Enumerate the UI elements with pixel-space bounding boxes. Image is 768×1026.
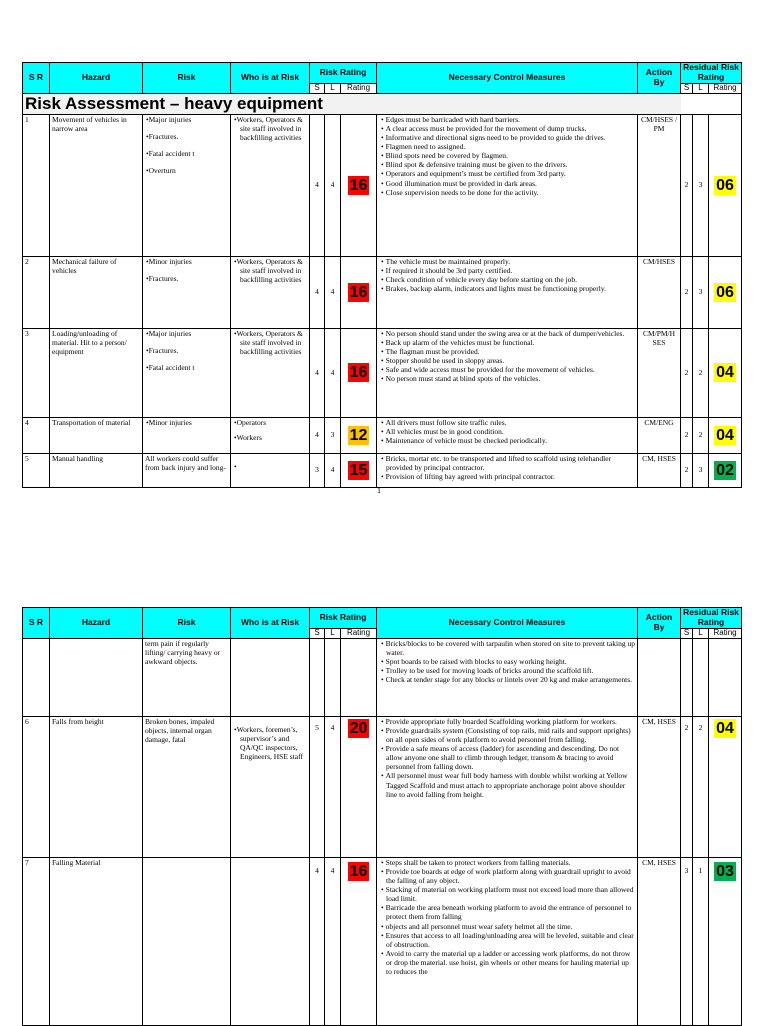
sr-cell: 5: [23, 453, 50, 487]
header-action-by: Action By: [638, 608, 681, 639]
hazard-cell: Loading/unloading of material. Hit to a person/ equipment: [50, 328, 143, 417]
table-row: [23, 716, 742, 857]
sr-cell: 3: [23, 328, 50, 417]
risk-table-1: [22, 62, 742, 488]
header-sr: S R: [23, 63, 50, 94]
control-item: • Brakes, backup alarm, indicators and lights must be functioning properly.: [379, 284, 635, 293]
header-row: [23, 608, 742, 629]
rating-badge: 16: [349, 176, 368, 194]
controls-cell: [377, 453, 638, 487]
header-risk: Risk: [143, 63, 231, 94]
residual-l-cell: 2: [693, 716, 709, 857]
header-s: S: [310, 83, 325, 93]
control-item: • Stacking of material on working platform must not exceed load more than allowed load limit.: [379, 885, 635, 903]
header-hazard: Hazard: [50, 608, 143, 639]
control-item: • Bricks/blocks to be covered with tarpaulin when stored on site to prevent taking up water.: [379, 639, 635, 657]
control-item: • A clear access must be provided for the movement of dump trucks.: [379, 124, 635, 133]
control-item: • Good illumination must be provided in dark areas.: [379, 179, 635, 188]
control-item: • All vehicles must be in good condition.: [379, 427, 635, 436]
who-cell: • Workers, Operators & site staff involved in backfilling activities: [231, 328, 310, 417]
residual-s-cell: 2: [681, 328, 693, 417]
control-item: • Blind spots need be covered by flagmen.: [379, 151, 635, 160]
residual-l-cell: 2: [693, 328, 709, 417]
residual-rating-badge: 04: [716, 719, 734, 737]
header-sr: S R: [23, 608, 50, 639]
residual-rating-badge: 06: [716, 283, 734, 301]
header-residual-s: S: [681, 83, 693, 93]
likelihood-cell: 4: [325, 114, 341, 256]
control-item: • Provide appropriate fully boarded Scaffolding working platform for workers.: [379, 717, 635, 726]
risk-cell: • Major injuries • Fractures. • Fatal accident t: [143, 328, 231, 417]
controls-cell: [377, 417, 638, 453]
header-risk: Risk: [143, 608, 231, 639]
control-item: • Steps shall be taken to protect workers from falling materials.: [379, 858, 635, 867]
residual-l-cell: 2: [693, 417, 709, 453]
residual-rating-cell: [709, 716, 742, 857]
rating-cell: [341, 857, 377, 1025]
hazard-cell: Movement of vehicles in narrow area: [50, 114, 143, 256]
risk-cell: • Major injuries • Fractures. • Fatal accident t • Overturn: [143, 114, 231, 256]
table-row: [23, 638, 742, 716]
who-cell: • Workers, foremen’s, supervisor’s and QA/QC inspectors, Engineers, HSE staff: [231, 716, 310, 857]
action-cell: CM/ENG: [638, 417, 681, 453]
rating-badge: 16: [349, 862, 368, 880]
control-item: • Provide guardrails system (Consisting of top rails, mid rails and support uprights) on all open sides of work platform to avoid personnel from falling.: [379, 726, 635, 744]
control-item: • objects and all personnel must wear safety helmet all the time.: [379, 922, 635, 931]
table-row: [23, 256, 742, 328]
header-l: L: [325, 83, 341, 93]
control-item: • Spot boards to be raised with blocks to easy working height.: [379, 657, 635, 666]
who-cell: • Workers, Operators & site staff involved in backfilling activities: [231, 114, 310, 256]
rating-badge: 12: [349, 426, 368, 444]
header-residual-rating: Rating: [709, 628, 742, 638]
assessment-page-2: [22, 607, 741, 1026]
rating-cell: [341, 114, 377, 256]
who-cell: • Operators • Workers: [231, 417, 310, 453]
hazard-cell: Transportation of material: [50, 417, 143, 453]
risk-cell: • Minor injuries • Fractures.: [143, 256, 231, 328]
residual-s-cell: 3: [681, 857, 693, 1025]
control-item: • Informative and directional signs need to be provided to guide the drives.: [379, 133, 635, 142]
control-item: • If required it should be 3rd party certified.: [379, 266, 635, 275]
header-controls: Necessary Control Measures: [377, 63, 638, 94]
residual-rating-cell: [709, 453, 742, 487]
who-cell: [231, 857, 310, 1025]
risk-cell: [143, 857, 231, 1025]
controls-cell: [377, 716, 638, 857]
rating-cell: [341, 417, 377, 453]
sr-cell: 6: [23, 716, 50, 857]
residual-rating-cell: [709, 114, 742, 256]
rating-cell: [341, 328, 377, 417]
header-residual-l: L: [693, 628, 709, 638]
likelihood-cell: 4: [325, 256, 341, 328]
control-item: • Operators and equipment’s must be certified from 3rd party.: [379, 169, 635, 178]
controls-cell: [377, 857, 638, 1025]
severity-cell: 3: [310, 453, 325, 487]
residual-l-cell: 1: [693, 857, 709, 1025]
hazard-cell: Mechanical failure of vehicles: [50, 256, 143, 328]
control-item: • Avoid to carry the material up a ladder or accessing work platforms, do not throw or drop the material. use hoist, gin wheels or other means for hauling material up to reduces the: [379, 949, 635, 976]
header-controls: Necessary Control Measures: [377, 608, 638, 639]
control-item: • All drivers must follow site traffic rules.: [379, 418, 635, 427]
severity-cell: 4: [310, 114, 325, 256]
likelihood-cell: 4: [325, 453, 341, 487]
likelihood-cell: 4: [325, 857, 341, 1025]
likelihood-cell: 4: [325, 328, 341, 417]
action-cell: CM, HSES: [638, 453, 681, 487]
severity-cell: 4: [310, 328, 325, 417]
action-cell: CM/HSES: [638, 256, 681, 328]
residual-s-cell: 2: [681, 256, 693, 328]
header-rating: Rating: [341, 628, 377, 638]
rating-cell: [341, 453, 377, 487]
table-row: [23, 453, 742, 487]
control-item: • Provide a safe means of access (ladder) for ascending and descending. Do not allow anyone one shall to climb through ledger, transom & bracing to avoid personnel from falling down.: [379, 744, 635, 771]
header-rating: Rating: [341, 83, 377, 93]
residual-s-cell: 2: [681, 114, 693, 256]
control-item: • Blind spot & defensive training must be given to the drivers.: [379, 160, 635, 169]
header-residual-s: S: [681, 628, 693, 638]
risk-cell: • Minor injuries: [143, 417, 231, 453]
severity-cell: 4: [310, 857, 325, 1025]
residual-rating-badge: 04: [716, 426, 734, 444]
control-item: • Provision of lifting bay agreed with principal contractor.: [379, 472, 635, 481]
control-item: • All personnel must wear full body harness with double whilst working at Yellow Tagged Scaffold and must attach to appropriate anchorage point above shoulder line to avoid falling from height.: [379, 771, 635, 798]
residual-l-cell: 3: [693, 256, 709, 328]
assessment-page-1: [22, 62, 741, 488]
likelihood-cell: 3: [325, 417, 341, 453]
control-item: • Back up alarm of the vehicles must be functional.: [379, 338, 635, 347]
risk-cell: All workers could suffer from back injury and long-: [143, 453, 231, 487]
rating-cell: [341, 716, 377, 857]
severity-cell: 5: [310, 716, 325, 857]
residual-s-cell: 2: [681, 417, 693, 453]
severity-cell: 4: [310, 256, 325, 328]
header-risk-rating: Risk Rating: [310, 608, 377, 629]
control-item: • Flagmen need to assigned.: [379, 142, 635, 151]
header-residual-rating: Rating: [709, 83, 742, 93]
control-item: • Close supervision needs to be done for the activity.: [379, 188, 635, 197]
likelihood-cell: 4: [325, 716, 341, 857]
header-residual: Residual Risk Rating: [681, 63, 742, 84]
risk-cell: Broken bones, impaled objects, internal organ damage, fatal: [143, 716, 231, 857]
control-item: • Check condition of vehicle every day before starting on the job.: [379, 275, 635, 284]
controls-cell: [377, 114, 638, 256]
header-s: S: [310, 628, 325, 638]
header-row: [23, 63, 742, 84]
header-who: Who is at Risk: [231, 63, 310, 94]
residual-rating-cell: [709, 328, 742, 417]
sr-cell: 1: [23, 114, 50, 256]
control-item: • Edges must be barricaded with hard barriers.: [379, 115, 635, 124]
title-row: [23, 93, 742, 114]
action-cell: CM/PM/H SES: [638, 328, 681, 417]
hazard-cell: Falls from height: [50, 716, 143, 857]
table-row: [23, 417, 742, 453]
control-item: • Provide toe boards at edge of work platform along with guardrail upright to avoid the falling of any object.: [379, 867, 635, 885]
residual-rating-badge: 06: [716, 176, 734, 194]
residual-rating-cell: [709, 857, 742, 1025]
hazard-cell: Falling Material: [50, 857, 143, 1025]
table-row: [23, 114, 742, 256]
action-cell: CM/HSES / PM: [638, 114, 681, 256]
header-who: Who is at Risk: [231, 608, 310, 639]
hazard-cell: [50, 638, 143, 716]
residual-rating-badge: 04: [716, 364, 734, 382]
residual-rating-cell: [709, 256, 742, 328]
control-item: • Stopper should be used in sloppy areas.: [379, 356, 635, 365]
who-cell: [231, 638, 310, 716]
action-cell: CM, HSES: [638, 857, 681, 1025]
controls-cell: [377, 328, 638, 417]
header-residual-l: L: [693, 83, 709, 93]
control-item: • Trolley to be used for moving loads of bricks around the scaffold lift.: [379, 666, 635, 675]
action-cell: CM, HSES: [638, 716, 681, 857]
rating-badge: 16: [349, 364, 368, 382]
control-item: • Ensures that access to all loading/unloading area will be leveled, suitable and clear of obstruction.: [379, 931, 635, 949]
rating-cell: [341, 256, 377, 328]
risk-cell: term pain if regularly lifting/ carrying heavy or awkward objects.: [143, 638, 231, 716]
control-item: • No person must stand at blind spots of the vehicles.: [379, 374, 635, 383]
control-item: • Bricks, mortar etc. to be transported and lifted to scaffold using telehandler provided by principal contractor.: [379, 454, 635, 472]
sr-cell: 4: [23, 417, 50, 453]
control-item: • Safe and wide access must be provided for the movement of vehicles.: [379, 365, 635, 374]
who-cell: [231, 453, 310, 487]
header-residual: Residual Risk Rating: [681, 608, 742, 629]
sr-cell: 2: [23, 256, 50, 328]
header-risk-rating: Risk Rating: [310, 63, 377, 84]
controls-cell: [377, 256, 638, 328]
risk-table-2: [22, 607, 742, 1026]
control-item: • No person should stand under the swing area or at the back of dumper/vehicles.: [379, 329, 635, 338]
residual-l-cell: 3: [693, 453, 709, 487]
document-title: Risk Assessment – heavy equipment: [25, 93, 323, 113]
control-item: • Maintenance of vehicle must be checked periodically.: [379, 436, 635, 445]
control-item: • The vehicle must be maintained properly.: [379, 257, 635, 266]
control-item: • Check at tender stage for any blocks or lintels over 20 kg and make arrangements.: [379, 675, 635, 684]
sr-cell: 7: [23, 857, 50, 1025]
who-cell: • Workers, Operators & site staff involved in backfilling activities: [231, 256, 310, 328]
header-action-by: Action By: [638, 63, 681, 94]
table-row: [23, 857, 742, 1025]
control-item: • The flagman must be provided.: [379, 347, 635, 356]
rating-badge: 20: [349, 719, 368, 737]
residual-rating-cell: [709, 417, 742, 453]
hazard-cell: Manual handling: [50, 453, 143, 487]
sr-cell: [23, 638, 50, 716]
residual-s-cell: 2: [681, 716, 693, 857]
residual-rating-badge: 03: [716, 862, 734, 880]
controls-cell: [377, 638, 638, 716]
header-l: L: [325, 628, 341, 638]
rating-badge: 16: [349, 283, 368, 301]
residual-s-cell: 2: [681, 453, 693, 487]
control-item: • Barricade the area beneath working platform to avoid the entrance of personnel to protect them from falling: [379, 903, 635, 921]
residual-l-cell: 3: [693, 114, 709, 256]
page-number: 1: [377, 486, 381, 495]
residual-rating-badge: 02: [716, 461, 734, 479]
header-hazard: Hazard: [50, 63, 143, 94]
severity-cell: 4: [310, 417, 325, 453]
rating-badge: 15: [349, 461, 368, 479]
table-row: [23, 328, 742, 417]
